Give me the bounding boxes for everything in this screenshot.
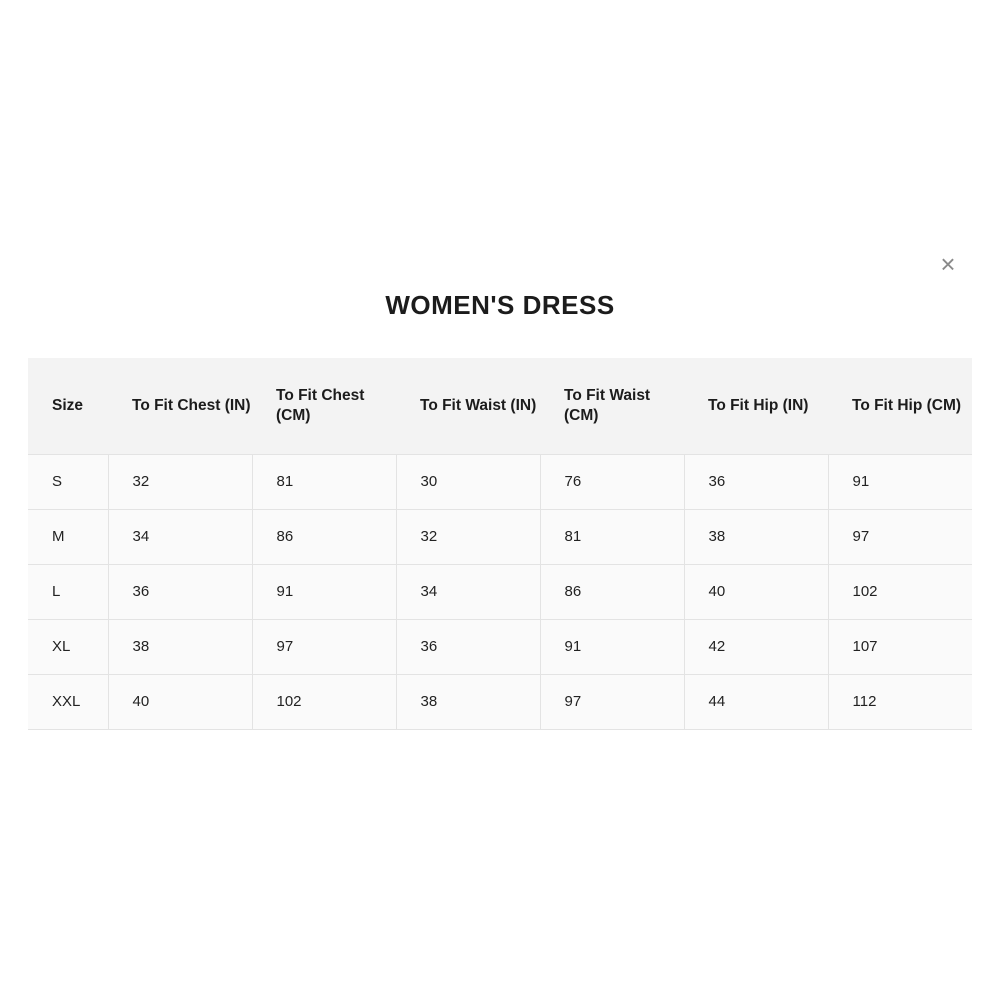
column-header-waist-cm: To Fit Waist (CM)	[540, 358, 684, 454]
cell-hip-cm: 91	[828, 454, 972, 509]
page-title: WOMEN'S DRESS	[385, 290, 615, 320]
table-body	[28, 454, 972, 729]
cell-hip-in: 40	[684, 564, 828, 619]
cell-chest-cm: 102	[252, 674, 396, 729]
cell-size: L	[28, 564, 108, 619]
cell-hip-cm: 112	[828, 674, 972, 729]
cell-size: M	[28, 509, 108, 564]
cell-hip-in: 42	[684, 619, 828, 674]
cell-hip-cm: 102	[828, 564, 972, 619]
cell-chest-in: 40	[108, 674, 252, 729]
cell-hip-in: 44	[684, 674, 828, 729]
column-header-chest-cm: To Fit Chest (CM)	[252, 358, 396, 454]
cell-size: S	[28, 454, 108, 509]
cell-chest-in: 36	[108, 564, 252, 619]
cell-waist-in: 36	[396, 619, 540, 674]
close-icon[interactable]: ×	[940, 249, 956, 279]
cell-waist-in: 30	[396, 454, 540, 509]
cell-hip-in: 38	[684, 509, 828, 564]
column-header-chest-in: To Fit Chest (IN)	[108, 358, 252, 454]
table-row	[28, 619, 972, 674]
cell-size: XL	[28, 619, 108, 674]
cell-chest-in: 34	[108, 509, 252, 564]
cell-chest-in: 38	[108, 619, 252, 674]
cell-chest-cm: 81	[252, 454, 396, 509]
column-header-hip-cm: To Fit Hip (CM)	[828, 358, 972, 454]
table-row	[28, 454, 972, 509]
cell-waist-cm: 81	[540, 509, 684, 564]
cell-chest-in: 32	[108, 454, 252, 509]
column-header-size: Size	[28, 358, 108, 454]
cell-hip-cm: 107	[828, 619, 972, 674]
cell-waist-in: 34	[396, 564, 540, 619]
cell-waist-cm: 76	[540, 454, 684, 509]
cell-chest-cm: 97	[252, 619, 396, 674]
table-row	[28, 564, 972, 619]
size-chart-table-wrapper	[28, 358, 972, 730]
cell-hip-cm: 97	[828, 509, 972, 564]
cell-waist-in: 38	[396, 674, 540, 729]
cell-hip-in: 36	[684, 454, 828, 509]
cell-waist-in: 32	[396, 509, 540, 564]
table-header	[28, 358, 972, 454]
cell-chest-cm: 86	[252, 509, 396, 564]
cell-size: XXL	[28, 674, 108, 729]
size-chart-table	[28, 358, 972, 730]
table-row	[28, 509, 972, 564]
column-header-waist-in: To Fit Waist (IN)	[396, 358, 540, 454]
table-header-row	[28, 358, 972, 454]
cell-waist-cm: 97	[540, 674, 684, 729]
cell-waist-cm: 86	[540, 564, 684, 619]
cell-waist-cm: 91	[540, 619, 684, 674]
table-row	[28, 674, 972, 729]
column-header-hip-in: To Fit Hip (IN)	[684, 358, 828, 454]
cell-chest-cm: 91	[252, 564, 396, 619]
